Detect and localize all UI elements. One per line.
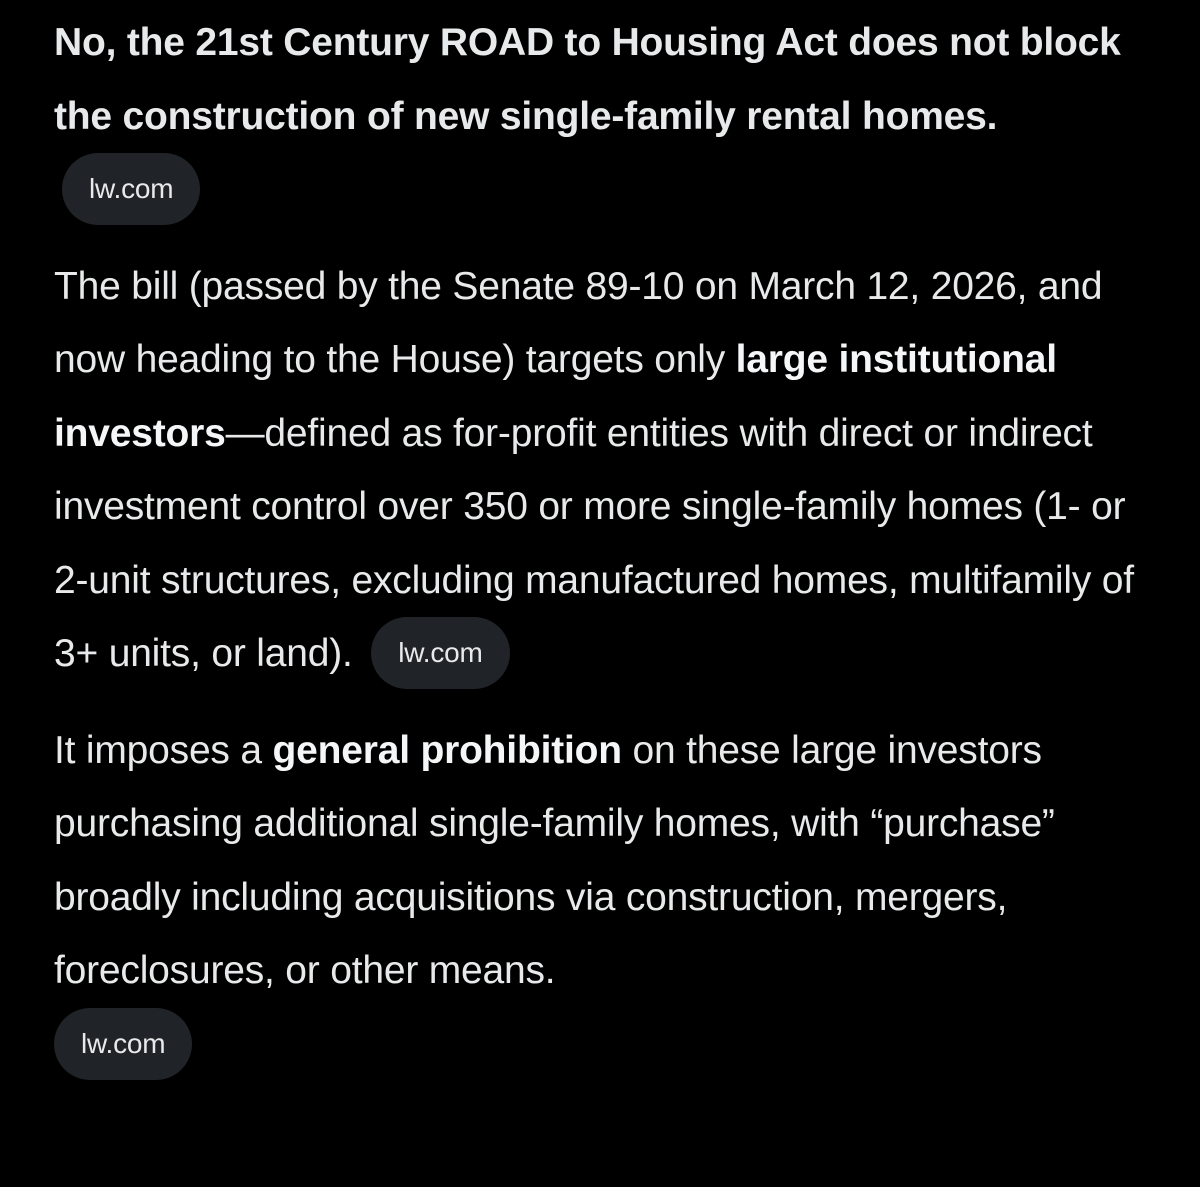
post-content	[54, 6, 1154, 1083]
paragraph-text: on these large investors purchasing additional single-family homes, with “purchase” broadly including acquisitions via construction, mergers, foreclosures, or other means.	[54, 728, 1055, 993]
emphasis-text: large institutional investors	[54, 338, 1057, 455]
paragraph-bill-scope	[54, 250, 1154, 692]
citation-chip[interactable]: lw.com	[62, 153, 200, 225]
citation-chip[interactable]: lw.com	[371, 617, 509, 689]
heading-text: No, the 21st Century ROAD to Housing Act does not block the construction of new single-family rental homes.	[54, 21, 1121, 138]
post-heading	[54, 6, 1154, 228]
paragraph-text: It imposes a	[54, 728, 273, 772]
citation-chip[interactable]: lw.com	[54, 1008, 192, 1080]
paragraph-text: —defined as for-profit entities with direct or indirect investment control over 350 or more single-family homes (1- or 2-unit structures, excluding manufactured homes, multifamily of 3+ units, or land).	[54, 411, 1134, 676]
paragraph-prohibition	[54, 714, 1154, 1083]
emphasis-text: general prohibition	[272, 728, 622, 772]
paragraph-text: The bill (passed by the Senate 89-10 on March 12, 2026, and now heading to the House) targets only	[54, 264, 1103, 382]
